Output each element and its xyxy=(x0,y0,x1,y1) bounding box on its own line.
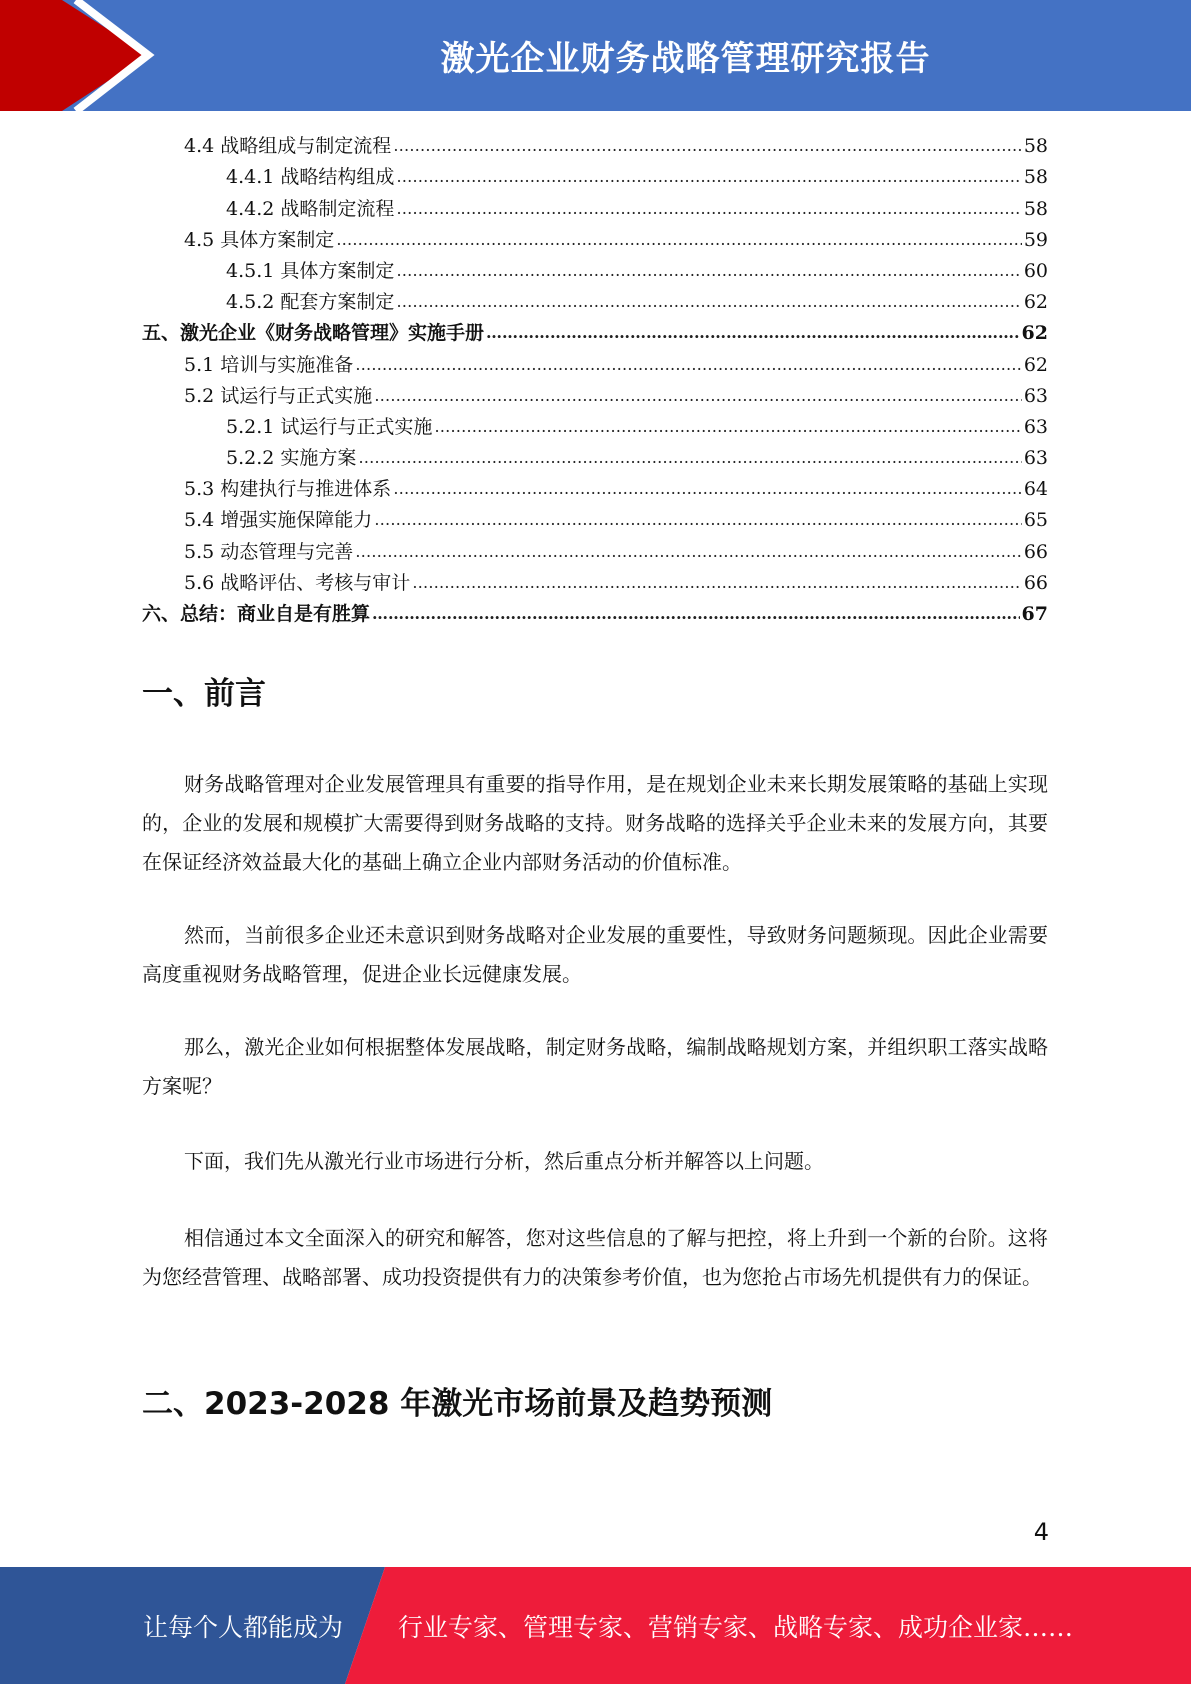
toc-dot-leader xyxy=(396,165,1021,189)
toc-entry[interactable] xyxy=(142,314,1048,345)
toc-entry-page: 58 xyxy=(1023,135,1048,158)
toc-dot-leader xyxy=(358,446,1021,470)
page-number: 4 xyxy=(1033,1518,1049,1546)
toc-entry-page: 66 xyxy=(1023,540,1048,563)
toc-entry-label: 4.4 战略组成与制定流程 xyxy=(184,135,392,158)
toc-entry[interactable] xyxy=(142,564,1048,595)
section-heading-forecast: 二、2023-2028 年激光市场前景及趋势预测 xyxy=(142,1386,773,1422)
paragraph: 相信通过本文全面深入的研究和解答，您对这些信息的了解与把控，将上升到一个新的台阶。这将为您经营管理、战略部署、成功投资提供有力的决策参考价值，也为您抢占市场先机提供有力的保证。 xyxy=(142,1226,1048,1289)
toc-entry-label: 4.4.2 战略制定流程 xyxy=(226,197,395,220)
toc-dot-leader xyxy=(374,508,1022,532)
toc-dot-leader xyxy=(396,197,1021,221)
toc-entry-page: 60 xyxy=(1023,259,1048,282)
paragraph: 那么，激光企业如何根据整体发展战略，制定财务战略，编制战略规划方案，并组织职工落实战略方案呢？ xyxy=(142,1035,1048,1098)
toc-entry[interactable] xyxy=(142,595,1048,626)
toc-entry-page: 65 xyxy=(1023,509,1048,532)
paragraph: 财务战略管理对企业发展管理具有重要的指导作用，是在规划企业未来长期发展策略的基础上实现的，企业的发展和规模扩大需要得到财务战略的支持。财务战略的选择关乎企业未来的发展方向，其要在保证经济效益最大化的基础上确立企业内部财务活动的价值标准。 xyxy=(142,772,1048,874)
footer-slogan-left: 让每个人都能成为 xyxy=(143,1612,344,1642)
toc-entry-page: 59 xyxy=(1023,228,1048,251)
toc-entry[interactable] xyxy=(142,408,1048,439)
toc-entry[interactable] xyxy=(142,221,1048,252)
toc-dot-leader xyxy=(355,353,1022,377)
toc-entry-label: 5.5 动态管理与完善 xyxy=(184,540,354,563)
toc-entry-label: 4.4.1 战略结构组成 xyxy=(226,166,395,189)
paragraph: 下面，我们先从激光行业市场进行分析，然后重点分析并解答以上问题。 xyxy=(184,1149,824,1173)
toc-entry-page: 67 xyxy=(1021,603,1048,625)
toc-dot-leader xyxy=(412,571,1022,595)
toc-entry-page: 58 xyxy=(1023,197,1048,220)
toc-entry-page: 63 xyxy=(1023,384,1048,407)
toc-entry[interactable] xyxy=(142,439,1048,470)
toc-entry-label: 5.1 培训与实施准备 xyxy=(184,353,354,376)
toc-entry-page: 62 xyxy=(1023,291,1048,314)
toc-entry[interactable] xyxy=(142,127,1048,158)
toc-dot-leader xyxy=(374,384,1022,408)
toc-entry[interactable] xyxy=(142,470,1048,501)
toc-dot-leader xyxy=(434,415,1021,439)
toc-entry-label: 5.6 战略评估、考核与审计 xyxy=(184,571,411,594)
toc-entry-page: 58 xyxy=(1023,166,1048,189)
report-title: 激光企业财务战略管理研究报告 xyxy=(440,39,931,79)
toc-dot-leader xyxy=(393,477,1022,501)
toc-entry[interactable] xyxy=(142,189,1048,220)
toc-dot-leader xyxy=(372,602,1020,626)
toc-entry[interactable] xyxy=(142,501,1048,532)
toc-entry-label: 4.5.1 具体方案制定 xyxy=(226,259,395,282)
toc-dot-leader xyxy=(396,259,1021,283)
toc-entry-label: 5.2.2 实施方案 xyxy=(226,447,357,470)
toc-entry-label: 5.2 试运行与正式实施 xyxy=(184,384,373,407)
footer-slogan-right: 行业专家、管理专家、营销专家、战略专家、成功企业家…… xyxy=(398,1612,1074,1642)
toc-entry-label: 5.2.1 试运行与正式实施 xyxy=(226,415,433,438)
page-header xyxy=(0,0,1191,111)
section-heading-preface: 一、前言 xyxy=(142,676,266,712)
toc-entry-label: 5.3 构建执行与推进体系 xyxy=(184,478,392,501)
toc-entry-label: 4.5 具体方案制定 xyxy=(184,228,335,251)
toc-entry[interactable] xyxy=(142,283,1048,314)
toc-dot-leader xyxy=(355,540,1022,564)
toc-entry-label: 5.4 增强实施保障能力 xyxy=(184,509,373,532)
toc-dot-leader xyxy=(336,228,1022,252)
toc-entry-page: 66 xyxy=(1023,571,1048,594)
toc-entry[interactable] xyxy=(142,252,1048,283)
toc-entry-page: 62 xyxy=(1021,322,1048,345)
toc-dot-leader xyxy=(486,321,1020,345)
toc-entry-page: 63 xyxy=(1023,447,1048,470)
toc-entry-label: 五、激光企业《财务战略管理》实施手册 xyxy=(142,322,485,345)
table-of-contents xyxy=(142,127,1048,626)
toc-entry[interactable] xyxy=(142,532,1048,563)
toc-entry[interactable] xyxy=(142,158,1048,189)
toc-dot-leader xyxy=(393,134,1022,158)
toc-entry-label: 4.5.2 配套方案制定 xyxy=(226,291,395,314)
toc-entry[interactable] xyxy=(142,377,1048,408)
toc-entry[interactable] xyxy=(142,345,1048,376)
toc-entry-label: 六、总结：商业自是有胜算 xyxy=(142,603,371,625)
toc-entry-page: 64 xyxy=(1023,478,1048,501)
page-footer xyxy=(0,1567,1191,1684)
toc-entry-page: 62 xyxy=(1023,353,1048,376)
toc-dot-leader xyxy=(396,290,1021,314)
paragraph: 然而，当前很多企业还未意识到财务战略对企业发展的重要性，导致财务问题频现。因此企业需要高度重视财务战略管理，促进企业长远健康发展。 xyxy=(142,923,1048,986)
toc-entry-page: 63 xyxy=(1023,415,1048,438)
